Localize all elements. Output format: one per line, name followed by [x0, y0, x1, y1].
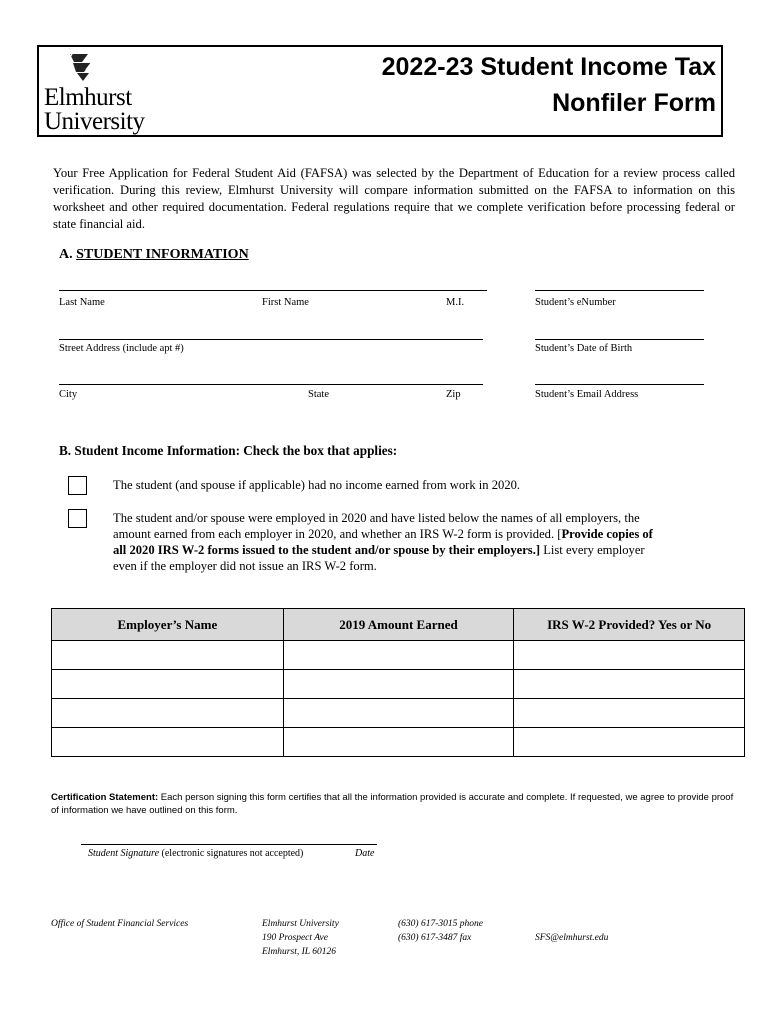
table-row	[52, 699, 745, 728]
certification-statement	[51, 791, 741, 817]
employer-name-cell[interactable]	[52, 670, 284, 699]
option-no-income-text: The student (and spouse if applicable) had no income earned from work in 2020.	[113, 478, 521, 492]
option-employed-post: List every employer even if the employer did not issue an IRS W-2 form.	[113, 543, 645, 573]
amount-earned-cell[interactable]	[283, 728, 514, 757]
w2-provided-cell[interactable]	[514, 699, 745, 728]
form-title-line1: 2022-23 Student Income Tax	[381, 53, 716, 81]
section-b-title: B. Student Income Information	[59, 443, 236, 458]
employer-name-cell[interactable]	[52, 699, 284, 728]
footer-contact	[398, 917, 483, 945]
employer-table	[51, 608, 745, 757]
certification-text: Each person signing this form certifies that all the information provided is accurate and complete. If requested, we agree to provide proof of information we have outlined on this form.	[51, 792, 734, 816]
label-city: City	[59, 389, 78, 400]
option-employed-bold: Provide copies of all 2020 IRS W-2 forms issued to the student and/or spouse by their employers.]	[113, 527, 653, 557]
form-title-line2: Nonfiler Form	[552, 89, 716, 117]
certification-label: Certification Statement:	[51, 792, 159, 803]
email-input-line[interactable]	[535, 384, 704, 385]
option-employed-text	[113, 510, 658, 574]
street-input-line[interactable]	[59, 339, 483, 340]
logo-line2: University	[44, 108, 145, 135]
w2-provided-cell[interactable]	[514, 728, 745, 757]
section-b-subtitle: : Check the box that applies:	[235, 443, 398, 458]
amount-earned-cell[interactable]	[283, 699, 514, 728]
intro-paragraph: Your Free Application for Federal Student Aid (FAFSA) was selected by the Department of Education for a review process called verification. During this review, Elmhurst University will compare information submitted on the FAFSA to information on this worksheet and other required documentation. Federal regulations require that we complete verification before processing federal or state financial aid.	[53, 166, 735, 231]
header-employer-name: Employer’s Name	[52, 609, 284, 641]
logo-line1: Elmhurst	[44, 84, 132, 111]
signature-caption	[88, 848, 303, 859]
section-a-title: STUDENT INFORMATION	[76, 247, 249, 262]
signature-label: Student Signature	[88, 848, 160, 859]
date-label: Date	[355, 848, 375, 859]
label-zip: Zip	[446, 389, 461, 400]
label-enumber: Student’s eNumber	[535, 297, 616, 308]
employed-checkbox[interactable]	[68, 509, 87, 528]
signature-line[interactable]	[81, 844, 377, 845]
logo-wordmark	[44, 86, 145, 134]
footer-phone: (630) 617-3015 phone	[398, 919, 483, 929]
section-b-heading	[59, 443, 397, 459]
footer-address-line3: Elmhurst, IL 60126	[262, 947, 336, 957]
shield-logo-icon	[64, 50, 98, 84]
section-a-heading	[59, 247, 249, 263]
header-amount-earned: 2019 Amount Earned	[283, 609, 514, 641]
employer-name-cell[interactable]	[52, 728, 284, 757]
table-row	[52, 641, 745, 670]
footer-email-link[interactable]: SFS@elmhurst.edu	[535, 933, 609, 943]
header-w2-provided: IRS W-2 Provided? Yes or No	[514, 609, 745, 641]
label-first-name: First Name	[262, 297, 309, 308]
label-dob: Student’s Date of Birth	[535, 343, 633, 354]
w2-provided-cell[interactable]	[514, 641, 745, 670]
no-income-checkbox[interactable]	[68, 476, 87, 495]
label-mi: M.I.	[446, 297, 465, 308]
footer-fax: (630) 617-3487 fax	[398, 933, 472, 943]
amount-earned-cell[interactable]	[283, 641, 514, 670]
w2-provided-cell[interactable]	[514, 670, 745, 699]
city-input-line[interactable]	[59, 384, 483, 385]
dob-input-line[interactable]	[535, 339, 704, 340]
table-row	[52, 670, 745, 699]
enumber-input-line[interactable]	[535, 290, 704, 291]
section-a-letter: A.	[59, 247, 73, 262]
option-employed-pre: The student and/or spouse were employed in 2020 and have listed below the names of all employers, the amount earned from each employer in 2020, and whether an IRS W-2 form is provided. [	[113, 511, 640, 541]
footer-office: Office of Student Financial Services	[51, 919, 189, 929]
footer-address-line1: Elmhurst University	[262, 919, 339, 929]
table-header-row	[52, 609, 745, 641]
employer-name-cell[interactable]	[52, 641, 284, 670]
label-last-name: Last Name	[59, 297, 105, 308]
label-state: State	[308, 389, 329, 400]
table-row	[52, 728, 745, 757]
label-street: Street Address (include apt #)	[59, 343, 184, 354]
amount-earned-cell[interactable]	[283, 670, 514, 699]
footer-address	[262, 917, 339, 959]
label-email: Student’s Email Address	[535, 389, 639, 400]
name-input-line[interactable]	[59, 290, 487, 291]
signature-note: (electronic signatures not accepted)	[159, 848, 304, 859]
footer-address-line2: 190 Prospect Ave	[262, 933, 328, 943]
